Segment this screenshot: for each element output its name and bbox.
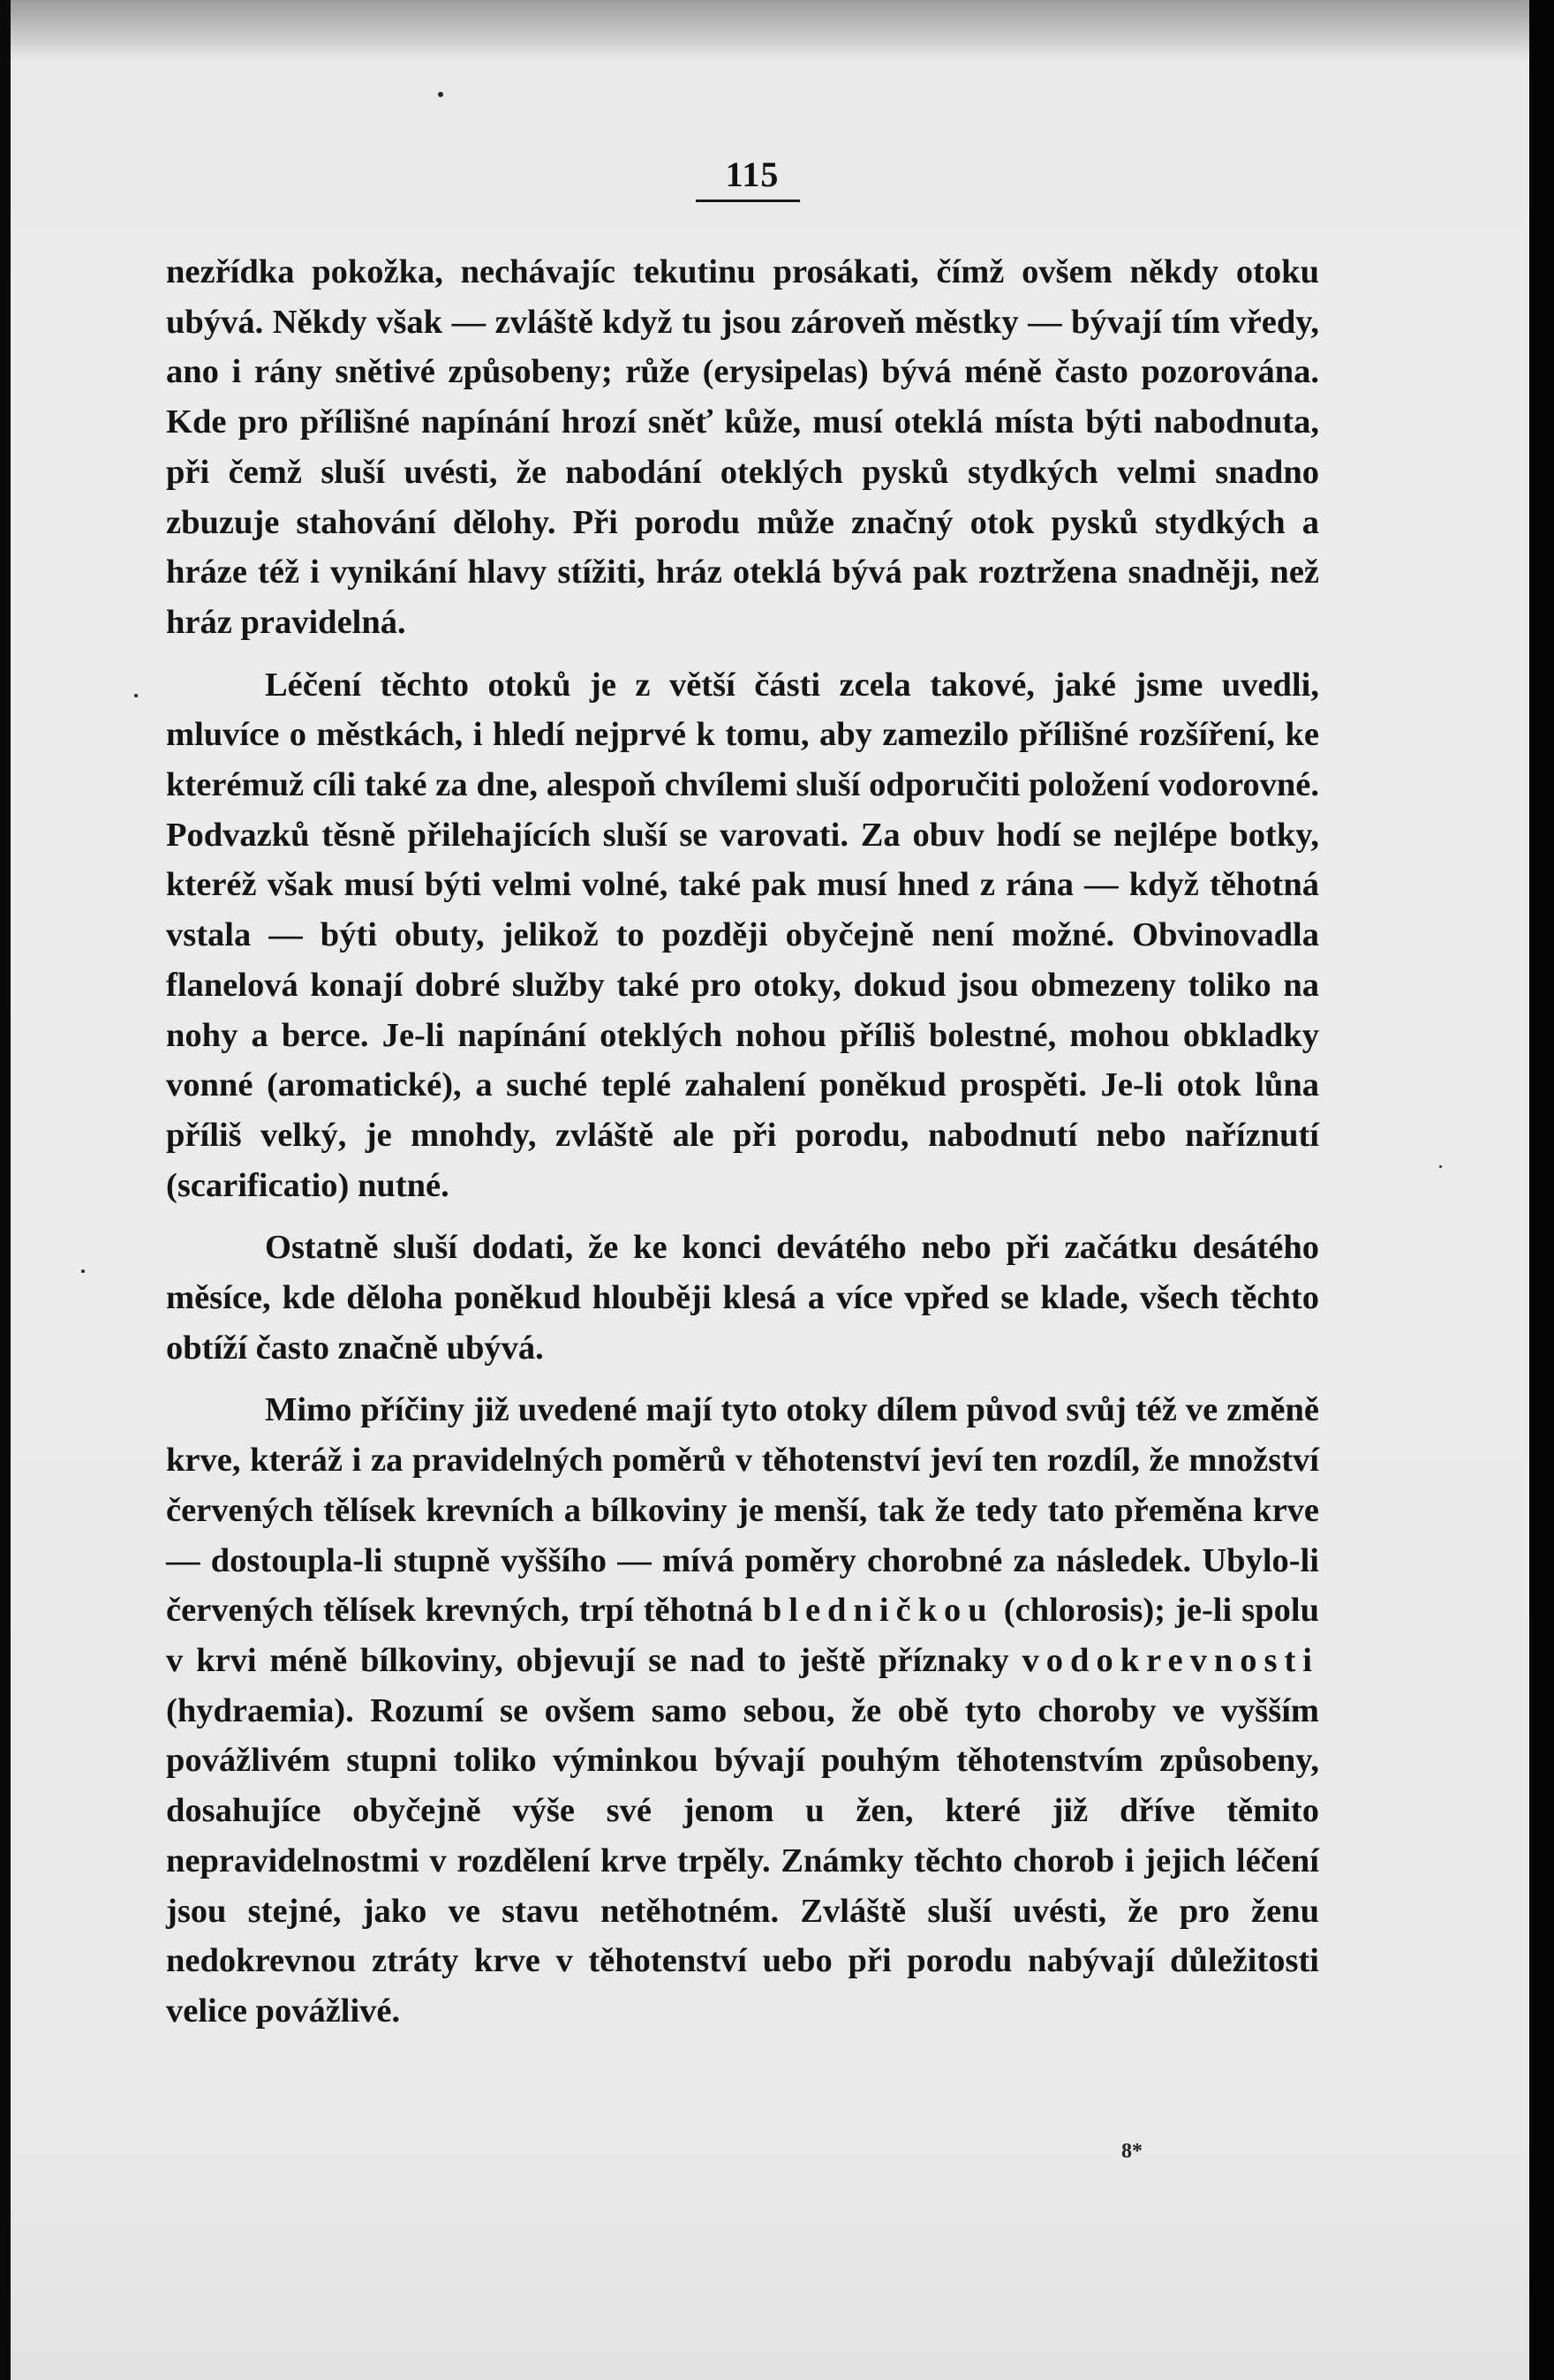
page-number: 115 — [725, 154, 780, 194]
paper-speck — [81, 1269, 85, 1273]
paper-speck — [438, 92, 443, 97]
spaced-term-chlorosis: bledničkou — [762, 1592, 994, 1630]
paper-speck — [134, 694, 138, 697]
paragraph-text: (chlorosis); je-li spolu v krvi méně bílkoviny, objevují se nad to ještě příznaky — [166, 1592, 1319, 1679]
paragraph-text: Léčení těchto otoků je z větší části zcela takové, jaké jsme uvedli, mluvíce o městkách, i hledí nejprvé k tomu, aby zamezilo přílišné rozšíření, ke kterémuž cíli také za dne, alespoň chvílemi sluší odporučiti položení vodorovné. Podvazků těsně přilehajících sluší se varovati. Za obuv hodí se nejlépe botky, kteréž však musí býti velmi volné, také pak musí hned z rána — když těhotná vstala — býti obuty, jelikož to později obyčejně není možné. Obvinovadla flanelová konají dobré služby také pro otoky, dokud jsou obmezeny toliko na nohy a berce. Je-li napínání oteklých nohou příliš bolestné, mohou obkladky vonné (aromatické), a suché teplé zahalení poněkud prospěti. Je-li otok lůna příliš velký, je mnohdy, zvláště ale při porodu, nabodnutí nebo naříznutí (scarificatio) nutné. — [166, 666, 1319, 1204]
paper-speck — [1439, 1165, 1442, 1168]
paragraph-text: nezřídka pokožka, nechávajíc tekutinu prosákati, čímž ovšem někdy otoku ubývá. Někdy však — zvláště když tu jsou zároveň městky — bývají tím vředy, ano i rány snětivé způsobeny; růže (erysipelas) bývá méně často pozorována. Kde pro přílišné napínání hrozí sněť kůže, musí oteklá místa býti nabodnuta, při čemž sluší uvésti, že nabodání oteklých pysků stydkých velmi snadno zbuzuje stahování dělohy. Při porodu může značný otok pysků stydkých a hráze též i vynikání hlavy stížiti, hráz oteklá bývá pak roztržena snadněji, než hráz pravidelná. — [166, 253, 1319, 641]
scan-edge-right — [1529, 0, 1554, 2380]
paragraph-text: Ostatně sluší dodati, že ke konci devátého nebo při začátku desátého měsíce, kde děloha poněkud hlouběji klesá a více vpřed se klade, všech těchto obtíží často značně ubývá. — [166, 1229, 1319, 1367]
paragraph-2 — [166, 660, 1319, 1211]
signature-mark: 8* — [1121, 2140, 1143, 2163]
page-number-rule — [696, 200, 800, 202]
book-page — [11, 0, 1529, 2380]
scan-edge-left — [0, 0, 11, 2380]
scan-shadow — [11, 0, 1529, 62]
paragraph-text: (hydraemia). Rozumí se ovšem samo sebou, že obě tyto choroby ve vyšším povážlivém stupni toliko výminkou bývají pouhým těhotenstvím způsobeny, dosahujíce obyčejně výše své jenom u žen, které již dříve těmito nepravidelnostmi v rozdělení krve trpěly. Známky těchto chorob i jejich léčení jsou stejné, jako ve stavu netěhotném. Zvláště sluší uvésti, že pro ženu nedokrevnou ztráty krve v těhotenství uebo při porodu nabývají důležitosti velice povážlivé. — [166, 1691, 1319, 2030]
paragraph-4 — [166, 1385, 1319, 2036]
paragraph-3 — [166, 1223, 1319, 1373]
spaced-term-hydraemia: vodokrevnosti — [1022, 1641, 1319, 1679]
paragraph-text: Mimo příčiny již uvedené mají tyto otoky dílem původ svůj též ve změně krve, kteráž i za pravidelných poměrů v těhotenství jeví ten rozdíl, že množství červených tělísek krevních a bílkoviny je menší, tak že tedy tato přeměna krve — dostoupla-li stupně vyššího — mívá poměry chorobné za následek. Ubylo-li červených tělísek krevných, trpí těhotná — [166, 1391, 1319, 1630]
body-text — [166, 247, 1319, 2049]
paragraph-1 — [166, 247, 1319, 648]
